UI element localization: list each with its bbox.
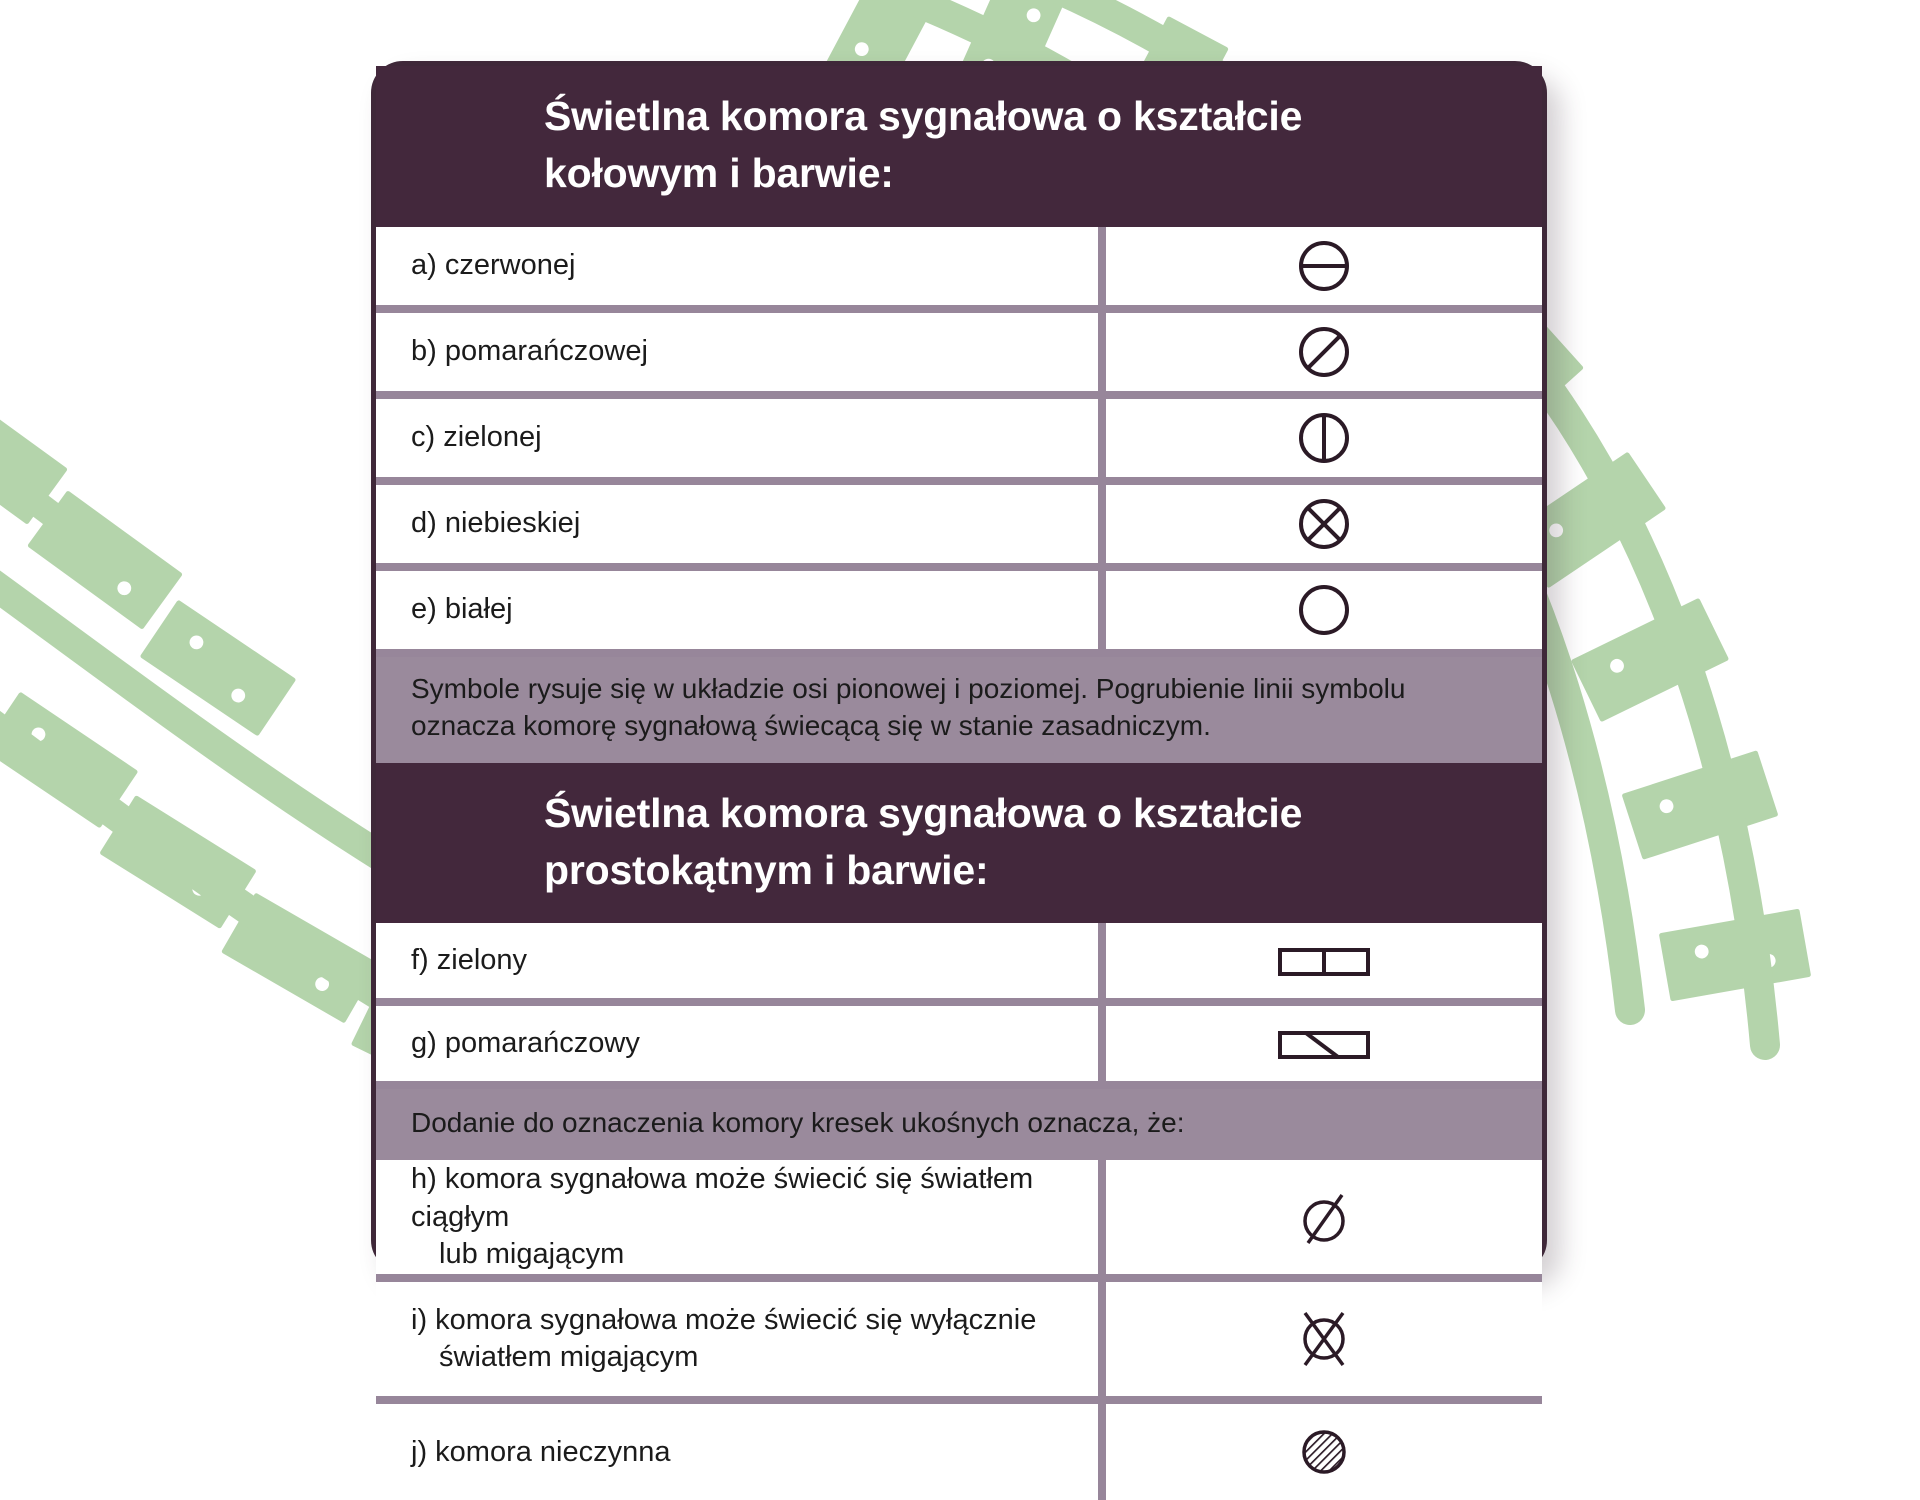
row-label-h-line2: lub migającym bbox=[439, 1238, 625, 1271]
table-row bbox=[376, 399, 1542, 485]
table-row bbox=[376, 923, 1542, 1006]
circle-single-slash-icon bbox=[1098, 1160, 1542, 1274]
circle-double-slash-icon bbox=[1098, 1282, 1542, 1396]
table-row bbox=[376, 227, 1542, 313]
section1-title-line2: kołowym i barwie: bbox=[544, 150, 894, 197]
section2-note-text: Dodanie do oznaczenia komory kresek ukośnych oznacza, że: bbox=[411, 1107, 1185, 1139]
row-label-i-line2: światłem migającym bbox=[439, 1341, 699, 1374]
row-label-d: d) niebieskiej bbox=[411, 506, 581, 539]
row-label-e: e) białej bbox=[411, 592, 513, 625]
table-row bbox=[376, 1282, 1542, 1404]
section1-title-line1: Świetlna komora sygnałowa o kształcie bbox=[544, 93, 1303, 139]
table-row bbox=[376, 1160, 1542, 1282]
section2-title-line2: prostokątnym i barwie: bbox=[544, 847, 989, 894]
row-label-g: g) pomarańczowy bbox=[411, 1027, 640, 1060]
section2-note bbox=[376, 1089, 1542, 1160]
table-row bbox=[376, 1006, 1542, 1089]
table-row bbox=[376, 1404, 1542, 1500]
row-label-b: b) pomarańczowej bbox=[411, 334, 648, 367]
table-row bbox=[376, 571, 1542, 657]
section1-note bbox=[376, 657, 1542, 763]
circle-horizontal-bar-icon bbox=[1098, 227, 1542, 305]
signal-chamber-legend-card bbox=[371, 61, 1547, 1468]
circle-vertical-bar-icon bbox=[1098, 399, 1542, 477]
rectangle-diagonal-icon bbox=[1098, 1006, 1542, 1081]
table-row bbox=[376, 313, 1542, 399]
row-label-a: a) czerwonej bbox=[411, 248, 576, 281]
row-label-j: j) komora nieczynna bbox=[411, 1435, 671, 1468]
circle-empty-icon bbox=[1098, 571, 1542, 649]
circle-cross-icon bbox=[1098, 485, 1542, 563]
row-label-h bbox=[376, 1160, 1098, 1274]
section1-note-line2: oznacza komorę sygnałową świecącą się w stanie zasadniczym. bbox=[411, 709, 1211, 741]
row-label-i-line1: i) komora sygnałowa może świecić się wyłącznie bbox=[411, 1303, 1037, 1336]
row-label-i bbox=[376, 1282, 1098, 1396]
section2-title-line1: Świetlna komora sygnałowa o kształcie bbox=[544, 789, 1303, 836]
row-label-h-line1: h) komora sygnałowa może świecić się światłem ciągłym bbox=[411, 1162, 1034, 1233]
section1-table bbox=[376, 227, 1542, 657]
section1-header bbox=[376, 66, 1542, 227]
section2-table-extra bbox=[376, 1160, 1542, 1500]
circle-diagonal-bar-icon bbox=[1098, 313, 1542, 391]
rectangle-split-icon bbox=[1098, 923, 1542, 998]
row-label-c: c) zielonej bbox=[411, 420, 542, 453]
row-label-f: f) zielony bbox=[411, 944, 528, 977]
circle-hatched-icon bbox=[1098, 1404, 1542, 1500]
section2-header bbox=[376, 763, 1542, 924]
section2-table bbox=[376, 923, 1542, 1089]
table-row bbox=[376, 485, 1542, 571]
section1-note-line1: Symbole rysuje się w układzie osi pionowej i poziomej. Pogrubienie linii symbolu bbox=[411, 672, 1406, 704]
